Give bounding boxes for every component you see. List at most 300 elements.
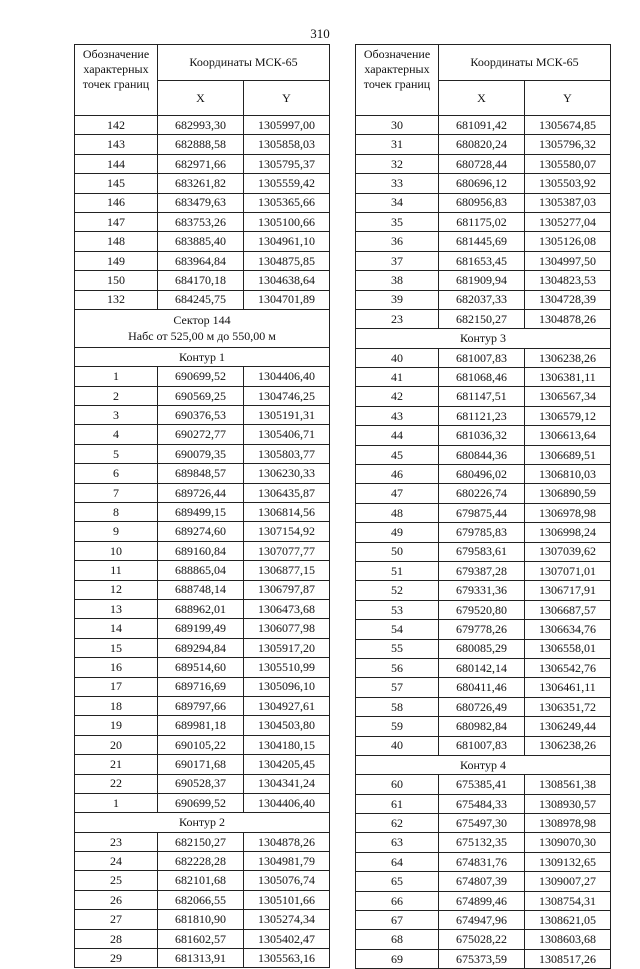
- x-cell: 680844,36: [439, 445, 525, 464]
- y-cell: 1306634,76: [525, 620, 611, 639]
- table-row: [75, 154, 330, 173]
- table-row: [356, 697, 611, 716]
- y-cell: 1305191,31: [244, 406, 330, 425]
- x-cell: 682150,27: [439, 309, 525, 328]
- table-row: [75, 271, 330, 290]
- x-cell: 684245,75: [158, 290, 244, 309]
- point-cell: 60: [356, 775, 439, 794]
- y-cell: 1305100,66: [244, 212, 330, 231]
- point-cell: 22: [75, 774, 158, 793]
- x-cell: 679387,28: [439, 561, 525, 580]
- x-cell: 680726,49: [439, 697, 525, 716]
- y-cell: 1304878,26: [525, 309, 611, 328]
- x-cell: 680820,24: [439, 135, 525, 154]
- y-cell: 1305796,32: [525, 135, 611, 154]
- point-cell: 55: [356, 639, 439, 658]
- x-cell: 680411,46: [439, 678, 525, 697]
- point-cell: 25: [75, 871, 158, 890]
- y-cell: 1306567,34: [525, 387, 611, 406]
- x-cell: 688865,04: [158, 561, 244, 580]
- y-cell: 1305580,07: [525, 154, 611, 173]
- y-cell: 1307077,77: [244, 541, 330, 560]
- sector-title: Сектор 144: [173, 313, 231, 328]
- table-row: [75, 832, 330, 851]
- x-cell: 682993,30: [158, 116, 244, 135]
- table-row: [356, 794, 611, 813]
- point-cell: 12: [75, 580, 158, 599]
- table-row: [356, 135, 611, 154]
- x-cell: 689981,18: [158, 716, 244, 735]
- y-cell: 1305510,99: [244, 658, 330, 677]
- point-cell: 54: [356, 620, 439, 639]
- point-cell: 65: [356, 872, 439, 891]
- x-cell: 689274,60: [158, 522, 244, 541]
- y-cell: 1304878,26: [244, 832, 330, 851]
- point-cell: 33: [356, 174, 439, 193]
- contour-row: [75, 813, 330, 832]
- y-cell: 1305795,37: [244, 154, 330, 173]
- x-cell: 689716,69: [158, 677, 244, 696]
- point-cell: 143: [75, 135, 158, 154]
- y-cell: 1306351,72: [525, 697, 611, 716]
- table-row: [75, 735, 330, 754]
- table-row: [75, 910, 330, 929]
- x-cell: 674831,76: [439, 852, 525, 871]
- point-cell: 2: [75, 386, 158, 405]
- y-cell: 1304746,25: [244, 386, 330, 405]
- x-header: X: [158, 81, 244, 116]
- point-cell: 18: [75, 696, 158, 715]
- x-cell: 690699,52: [158, 793, 244, 812]
- contour-label: Контур 3: [356, 329, 611, 348]
- y-cell: 1306238,26: [525, 348, 611, 367]
- y-cell: 1306579,12: [525, 406, 611, 425]
- table-row: [356, 271, 611, 290]
- y-cell: 1305858,03: [244, 135, 330, 154]
- point-cell: 51: [356, 561, 439, 580]
- y-cell: 1306890,59: [525, 484, 611, 503]
- table-row: [356, 852, 611, 871]
- y-cell: 1307039,62: [525, 542, 611, 561]
- point-cell: 52: [356, 581, 439, 600]
- point-cell: 56: [356, 658, 439, 677]
- y-cell: 1308517,26: [525, 949, 611, 968]
- table-row: [75, 871, 330, 890]
- y-cell: 1306998,24: [525, 523, 611, 542]
- point-cell: 39: [356, 290, 439, 309]
- y-header: Y: [244, 81, 330, 116]
- x-cell: 674947,96: [439, 911, 525, 930]
- x-cell: 682228,28: [158, 852, 244, 871]
- point-cell: 32: [356, 154, 439, 173]
- x-cell: 682037,33: [439, 290, 525, 309]
- y-cell: 1304997,50: [525, 251, 611, 270]
- y-cell: 1305076,74: [244, 871, 330, 890]
- point-cell: 7: [75, 483, 158, 502]
- y-cell: 1306810,03: [525, 465, 611, 484]
- sector-cell: [75, 309, 330, 347]
- x-cell: 680142,14: [439, 658, 525, 677]
- y-cell: 1304180,15: [244, 735, 330, 754]
- y-cell: 1309007,27: [525, 872, 611, 891]
- table-row: [75, 716, 330, 735]
- table-row: [356, 426, 611, 445]
- point-cell: 42: [356, 387, 439, 406]
- point-cell: 9: [75, 522, 158, 541]
- y-cell: 1305126,08: [525, 232, 611, 251]
- x-cell: 680085,29: [439, 639, 525, 658]
- x-cell: 689797,66: [158, 696, 244, 715]
- y-cell: 1305096,10: [244, 677, 330, 696]
- table-row: [75, 638, 330, 657]
- y-cell: 1304406,40: [244, 793, 330, 812]
- table-row: [75, 561, 330, 580]
- table-row: [75, 483, 330, 502]
- y-cell: 1304961,10: [244, 232, 330, 251]
- y-cell: 1304728,39: [525, 290, 611, 309]
- y-cell: 1305406,71: [244, 425, 330, 444]
- table-row: [356, 581, 611, 600]
- y-cell: 1309070,30: [525, 833, 611, 852]
- table-row: [356, 678, 611, 697]
- y-cell: 1308754,31: [525, 891, 611, 910]
- x-cell: 675132,35: [439, 833, 525, 852]
- page-number: 310: [310, 26, 330, 41]
- point-cell: 150: [75, 271, 158, 290]
- point-cell: 20: [75, 735, 158, 754]
- sector-subtitle: Набс от 525,00 м до 550,00 м: [128, 329, 276, 344]
- point-cell: 28: [75, 929, 158, 948]
- y-cell: 1306461,11: [525, 678, 611, 697]
- point-cell: 36: [356, 232, 439, 251]
- point-cell: 6: [75, 464, 158, 483]
- y-cell: 1308621,05: [525, 911, 611, 930]
- table-row: [75, 619, 330, 638]
- point-cell: 63: [356, 833, 439, 852]
- contour-row: [356, 755, 611, 774]
- point-cell: 13: [75, 599, 158, 618]
- table-row: [75, 696, 330, 715]
- y-cell: 1307071,01: [525, 561, 611, 580]
- point-cell: 146: [75, 193, 158, 212]
- point-cell: 148: [75, 232, 158, 251]
- x-cell: 683261,82: [158, 174, 244, 193]
- y-cell: 1306978,98: [525, 503, 611, 522]
- table-row: [356, 891, 611, 910]
- x-cell: 681810,90: [158, 910, 244, 929]
- x-cell: 690079,35: [158, 444, 244, 463]
- sector-row: [75, 309, 330, 347]
- x-cell: 688748,14: [158, 580, 244, 599]
- table-row: [75, 522, 330, 541]
- table-row: [75, 212, 330, 231]
- table-row: [356, 348, 611, 367]
- x-cell: 682888,58: [158, 135, 244, 154]
- contour-label: Контур 4: [356, 755, 611, 774]
- point-cell: 40: [356, 348, 439, 367]
- y-cell: 1306238,26: [525, 736, 611, 755]
- y-cell: 1306381,11: [525, 368, 611, 387]
- point-cell: 43: [356, 406, 439, 425]
- x-cell: 680226,74: [439, 484, 525, 503]
- point-cell: 145: [75, 174, 158, 193]
- y-cell: 1305402,47: [244, 929, 330, 948]
- x-cell: 682066,55: [158, 890, 244, 909]
- table-row: [356, 600, 611, 619]
- table-row: [356, 503, 611, 522]
- x-cell: 675373,59: [439, 949, 525, 968]
- table-row: [356, 911, 611, 930]
- x-cell: 689726,44: [158, 483, 244, 502]
- points-header: Обозначение характерных точек границ: [75, 45, 158, 116]
- y-cell: 1304638,64: [244, 271, 330, 290]
- table-row: [75, 774, 330, 793]
- table-row: [356, 193, 611, 212]
- x-cell: 683479,63: [158, 193, 244, 212]
- point-cell: 69: [356, 949, 439, 968]
- table-row: [75, 793, 330, 812]
- x-cell: 690376,53: [158, 406, 244, 425]
- y-cell: 1304406,40: [244, 367, 330, 386]
- table-row: [75, 135, 330, 154]
- x-cell: 675497,30: [439, 814, 525, 833]
- table-row: [75, 290, 330, 309]
- point-cell: 57: [356, 678, 439, 697]
- point-cell: 34: [356, 193, 439, 212]
- x-cell: 689848,57: [158, 464, 244, 483]
- point-cell: 23: [75, 832, 158, 851]
- x-cell: 681175,02: [439, 212, 525, 231]
- table-row: [356, 116, 611, 135]
- coordinates-table-left: [74, 44, 330, 968]
- y-cell: 1304875,85: [244, 251, 330, 270]
- point-cell: 41: [356, 368, 439, 387]
- y-cell: 1305101,66: [244, 890, 330, 909]
- y-cell: 1306613,64: [525, 426, 611, 445]
- x-cell: 680956,83: [439, 193, 525, 212]
- y-cell: 1305674,85: [525, 116, 611, 135]
- x-cell: 679778,26: [439, 620, 525, 639]
- point-cell: 15: [75, 638, 158, 657]
- table-row: [75, 580, 330, 599]
- x-cell: 690569,25: [158, 386, 244, 405]
- point-cell: 16: [75, 658, 158, 677]
- x-cell: 681313,91: [158, 949, 244, 968]
- point-cell: 30: [356, 116, 439, 135]
- x-cell: 682150,27: [158, 832, 244, 851]
- y-cell: 1304927,61: [244, 696, 330, 715]
- y-cell: 1305274,34: [244, 910, 330, 929]
- table-row: [356, 465, 611, 484]
- table-row: [75, 503, 330, 522]
- x-cell: 681091,42: [439, 116, 525, 135]
- y-cell: 1305997,00: [244, 116, 330, 135]
- table-row: [356, 154, 611, 173]
- y-cell: 1305503,92: [525, 174, 611, 193]
- x-cell: 675385,41: [439, 775, 525, 794]
- y-cell: 1306877,15: [244, 561, 330, 580]
- point-cell: 1: [75, 793, 158, 812]
- point-cell: 64: [356, 852, 439, 871]
- point-cell: 132: [75, 290, 158, 309]
- table-row: [356, 368, 611, 387]
- x-cell: 681036,32: [439, 426, 525, 445]
- point-cell: 61: [356, 794, 439, 813]
- x-cell: 681121,23: [439, 406, 525, 425]
- table-row: [356, 232, 611, 251]
- x-cell: 681909,94: [439, 271, 525, 290]
- x-cell: 681007,83: [439, 736, 525, 755]
- point-cell: 53: [356, 600, 439, 619]
- point-cell: 44: [356, 426, 439, 445]
- point-cell: 19: [75, 716, 158, 735]
- table-row: [356, 717, 611, 736]
- y-cell: 1305365,66: [244, 193, 330, 212]
- table-row: [356, 523, 611, 542]
- table-row: [356, 620, 611, 639]
- point-cell: 66: [356, 891, 439, 910]
- x-cell: 690272,77: [158, 425, 244, 444]
- table-row: [356, 484, 611, 503]
- y-cell: 1304503,80: [244, 716, 330, 735]
- table-row: [356, 930, 611, 949]
- point-cell: 37: [356, 251, 439, 270]
- x-cell: 690528,37: [158, 774, 244, 793]
- table-row: [356, 387, 611, 406]
- y-cell: 1305277,04: [525, 212, 611, 231]
- x-cell: 681445,69: [439, 232, 525, 251]
- point-cell: 45: [356, 445, 439, 464]
- contour-row: [356, 329, 611, 348]
- x-cell: 679583,61: [439, 542, 525, 561]
- x-cell: 682971,66: [158, 154, 244, 173]
- y-cell: 1308978,98: [525, 814, 611, 833]
- table-row: [75, 755, 330, 774]
- y-cell: 1307154,92: [244, 522, 330, 541]
- x-cell: 680496,02: [439, 465, 525, 484]
- x-cell: 680982,84: [439, 717, 525, 736]
- point-cell: 147: [75, 212, 158, 231]
- table-row: [75, 367, 330, 386]
- point-cell: 10: [75, 541, 158, 560]
- table-row: [75, 852, 330, 871]
- point-cell: 35: [356, 212, 439, 231]
- coords-header: Координаты МСК-65: [439, 45, 611, 81]
- y-cell: 1306717,91: [525, 581, 611, 600]
- y-cell: 1304701,89: [244, 290, 330, 309]
- point-cell: 67: [356, 911, 439, 930]
- y-cell: 1305387,03: [525, 193, 611, 212]
- point-cell: 47: [356, 484, 439, 503]
- points-header: Обозначение характерных точек границ: [356, 45, 439, 116]
- table-row: [356, 639, 611, 658]
- x-cell: 689514,60: [158, 658, 244, 677]
- y-cell: 1305559,42: [244, 174, 330, 193]
- table-row: [75, 541, 330, 560]
- contour-label: Контур 2: [75, 813, 330, 832]
- y-cell: 1306814,56: [244, 503, 330, 522]
- point-cell: 40: [356, 736, 439, 755]
- y-cell: 1304823,53: [525, 271, 611, 290]
- point-cell: 24: [75, 852, 158, 871]
- point-cell: 4: [75, 425, 158, 444]
- x-cell: 690699,52: [158, 367, 244, 386]
- contour-label: Контур 1: [75, 347, 330, 366]
- y-cell: 1306435,87: [244, 483, 330, 502]
- table-row: [356, 872, 611, 891]
- y-cell: 1304205,45: [244, 755, 330, 774]
- point-cell: 144: [75, 154, 158, 173]
- table-row: [356, 174, 611, 193]
- x-cell: 682101,68: [158, 871, 244, 890]
- x-cell: 689499,15: [158, 503, 244, 522]
- x-cell: 690171,68: [158, 755, 244, 774]
- table-row: [356, 309, 611, 328]
- point-cell: 1: [75, 367, 158, 386]
- x-cell: 681653,45: [439, 251, 525, 270]
- table-row: [75, 251, 330, 270]
- table-row: [75, 890, 330, 909]
- point-cell: 31: [356, 135, 439, 154]
- x-cell: 689294,84: [158, 638, 244, 657]
- x-cell: 679520,80: [439, 600, 525, 619]
- point-cell: 46: [356, 465, 439, 484]
- y-cell: 1305803,77: [244, 444, 330, 463]
- point-cell: 50: [356, 542, 439, 561]
- y-cell: 1306558,01: [525, 639, 611, 658]
- table-row: [75, 464, 330, 483]
- point-cell: 62: [356, 814, 439, 833]
- y-cell: 1306542,76: [525, 658, 611, 677]
- contour-row: [75, 347, 330, 366]
- x-cell: 680728,44: [439, 154, 525, 173]
- y-cell: 1306230,33: [244, 464, 330, 483]
- table-row: [75, 929, 330, 948]
- y-cell: 1308603,68: [525, 930, 611, 949]
- table-row: [356, 212, 611, 231]
- x-cell: 679875,44: [439, 503, 525, 522]
- point-cell: 49: [356, 523, 439, 542]
- y-cell: 1306689,51: [525, 445, 611, 464]
- table-row: [75, 425, 330, 444]
- table-row: [356, 736, 611, 755]
- y-cell: 1306797,87: [244, 580, 330, 599]
- table-row: [356, 445, 611, 464]
- y-cell: 1304981,79: [244, 852, 330, 871]
- point-cell: 14: [75, 619, 158, 638]
- x-cell: 679331,36: [439, 581, 525, 600]
- point-cell: 26: [75, 890, 158, 909]
- point-cell: 29: [75, 949, 158, 968]
- point-cell: 149: [75, 251, 158, 270]
- y-cell: 1304341,24: [244, 774, 330, 793]
- point-cell: 17: [75, 677, 158, 696]
- table-row: [75, 658, 330, 677]
- x-cell: 688962,01: [158, 599, 244, 618]
- y-cell: 1306473,68: [244, 599, 330, 618]
- x-cell: 675028,22: [439, 930, 525, 949]
- table-row: [356, 949, 611, 968]
- y-cell: 1308930,57: [525, 794, 611, 813]
- point-cell: 27: [75, 910, 158, 929]
- x-cell: 681007,83: [439, 348, 525, 367]
- y-cell: 1306249,44: [525, 717, 611, 736]
- y-cell: 1308561,38: [525, 775, 611, 794]
- x-cell: 683964,84: [158, 251, 244, 270]
- y-cell: 1306687,57: [525, 600, 611, 619]
- coords-header: Координаты МСК-65: [158, 45, 330, 81]
- table-row: [75, 677, 330, 696]
